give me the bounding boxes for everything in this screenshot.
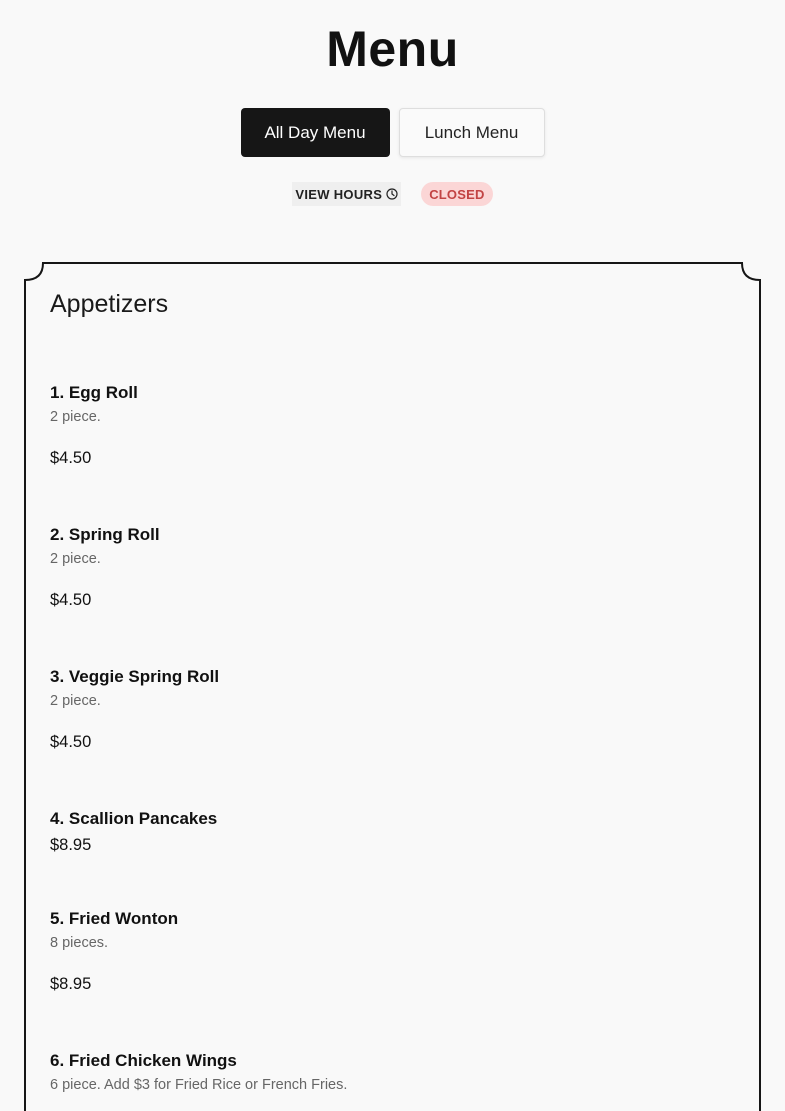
menu-item-price: $4.50 [50,733,92,751]
menu-item-price: $8.95 [50,975,92,993]
status-row [0,182,785,206]
menu-item-description: 8 pieces. [50,935,109,951]
menu-item-name: 1. Egg Roll [50,383,138,402]
tab-lunch-menu[interactable]: Lunch Menu [399,108,545,157]
section-title: Appetizers [50,290,169,318]
menu-item-price: $4.50 [50,449,92,467]
view-hours-label: VIEW HOURS [295,186,383,202]
page-title: Menu [326,21,459,77]
menu-item-price: $4.50 [50,591,92,609]
menu-item-price: $8.95 [50,836,92,854]
view-hours-button[interactable] [292,182,401,206]
menu-item-description: 6 piece. Add $3 for Fried Rice or French Fries. [50,1077,348,1093]
menu-item-name: 5. Fried Wonton [50,909,179,928]
menu-item[interactable] [50,667,350,752]
menu-item[interactable] [50,525,350,610]
menu-item-description: 2 piece. [50,409,101,425]
menu-item-name: 3. Veggie Spring Roll [50,667,220,686]
menu-item-description: 2 piece. [50,693,101,709]
menu-item[interactable] [50,1051,350,1094]
menu-item-name: 6. Fried Chicken Wings [50,1051,237,1070]
menu-item[interactable] [50,909,350,994]
tab-all-day-menu[interactable]: All Day Menu [241,108,390,157]
closed-status-badge: CLOSED [421,182,492,206]
menu-item[interactable] [50,383,350,468]
menu-item[interactable] [50,809,350,855]
menu-tabs [0,108,785,157]
clock-icon [386,188,398,200]
menu-item-name: 2. Spring Roll [50,525,160,544]
menu-item-name: 4. Scallion Pancakes [50,809,218,828]
menu-item-description: 2 piece. [50,551,101,567]
